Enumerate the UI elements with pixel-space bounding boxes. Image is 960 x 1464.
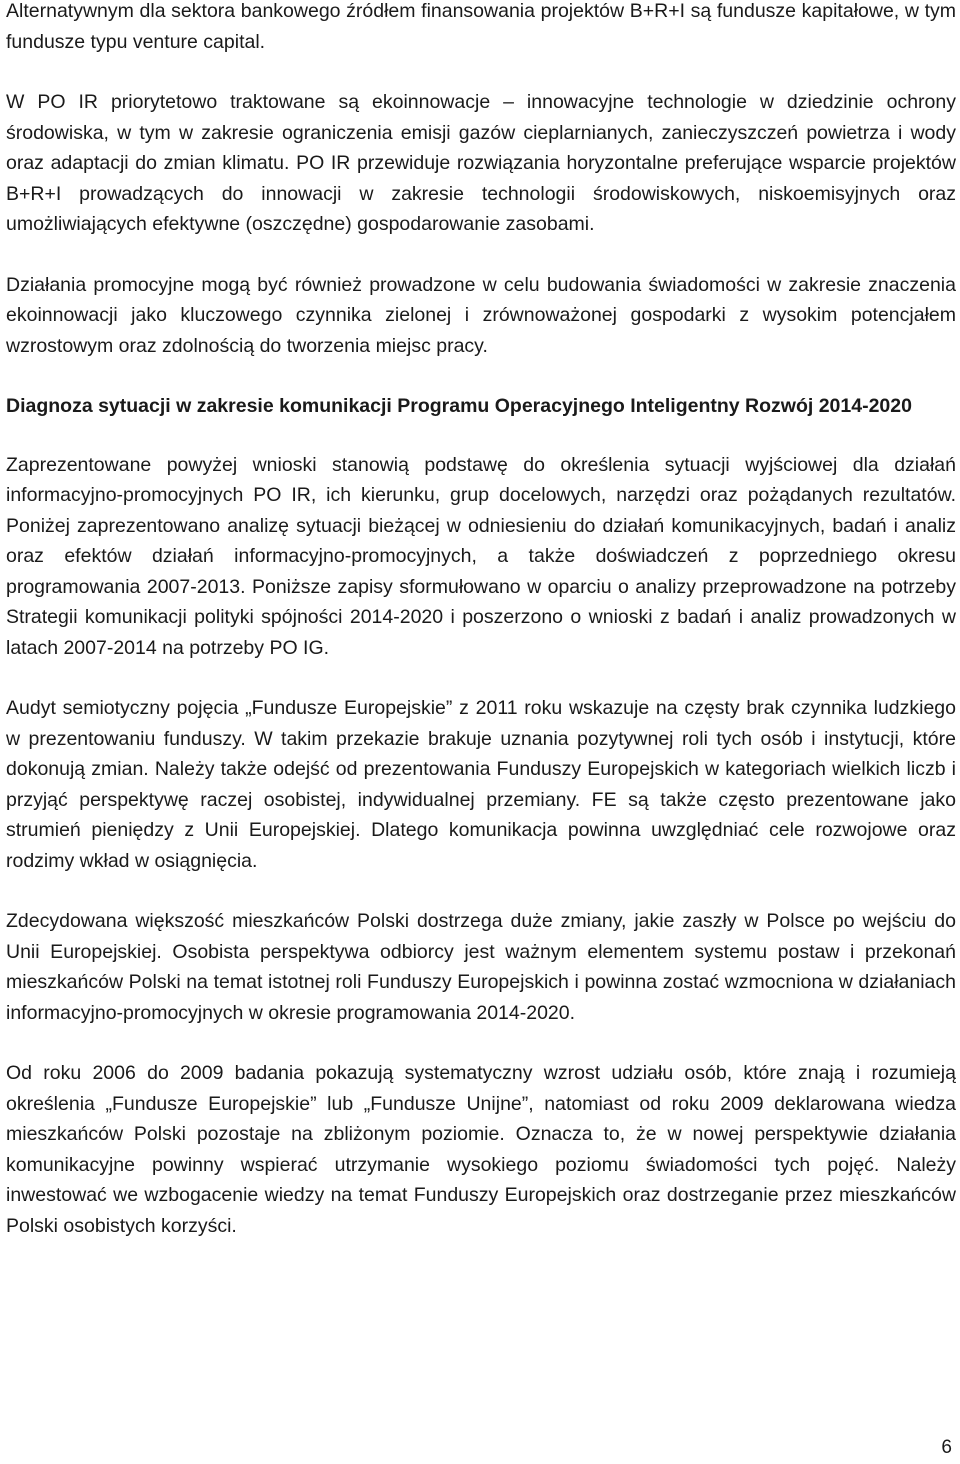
paragraph-badania-2006-2009: Od roku 2006 do 2009 badania pokazują systematyczny wzrost udziału osób, które znają i rozumieją określenia „Fundusze Europejskie” lub „Fundusze Unijne”, natomiast od roku 2009 deklarowana wiedza mieszkańców Polski pozostaje na zbliżonym poziomie. Oznacza to, że w nowej perspektywie działania komunikacyjne powinny wspierać utrzymanie wysokiego poziomu świadomości tych pojęć. Należy inwestować we wzbogacenie wiedzy na temat Funduszy Europejskich oraz dostrzeganie przez mieszkańców Polski osobistych korzyści. [6, 1062, 956, 1237]
paragraph-venture-capital: Alternatywnym dla sektora bankowego źródłem finansowania projektów B+R+I są fundusze kapitałowe, w tym fundusze typu venture capital. [6, 0, 956, 53]
paragraph-dzialania-promocyjne: Działania promocyjne mogą być również prowadzone w celu budowania świadomości w zakresie znaczenia ekoinnowacji jako kluczowego czynnika zielonej i zrównoważonej gospodarki z wysokim potencjałem wzrostowym oraz zdolnością do tworzenia miejsc pracy. [6, 273, 956, 357]
paragraph-zmiany-w-polsce: Zdecydowana większość mieszkańców Polski dostrzega duże zmiany, jakie zaszły w Polsce po wejściu do Unii Europejskiej. Osobista perspektywa odbiorcy jest ważnym elementem systemu postaw i przekonań mieszkańców Polski na temat istotnej roli Funduszy Europejskich i powinna zostać wzmocniona w działaniach informacyjno-promocyjnych w okresie programowania 2014-2020. [6, 910, 956, 1024]
document-page [6, 0, 956, 1241]
section-heading: Diagnoza sytuacji w zakresie komunikacji Programu Operacyjnego Inteligentny Rozwój 2014-2020 [6, 395, 912, 417]
paragraph-diagnoza: Zaprezentowane powyżej wnioski stanowią podstawę do określenia sytuacji wyjściowej dla działań informacyjno-promocyjnych PO IR, ich kierunku, grup docelowych, narzędzi oraz pożądanych rezultatów. Poniżej zaprezentowano analizę sytuacji bieżącej w odniesieniu do działań komunikacyjnych, badań i analiz oraz efektów działań informacyjno-promocyjnych, a także doświadczeń z poprzedniego okresu programowania 2007-2013. Poniższe zapisy sformułowano w oparciu o analizy przeprowadzone na potrzeby Strategii komunikacji polityki spójności 2014-2020 i poszerzono o wnioski z badań i analiz prowadzonych w latach 2007-2014 na potrzeby PO IG. [6, 453, 956, 659]
paragraph-ekoinnowacje: W PO IR priorytetowo traktowane są ekoinnowacje – innowacyjne technologie w dziedzinie ochrony środowiska, w tym w zakresie ograniczenia emisji gazów cieplarnianych, zanieczyszczeń powietrza i wody oraz adaptacji do zmian klimatu. PO IR przewiduje rozwiązania horyzontalne preferujące wsparcie projektów B+R+I prowadzących do innowacji w zakresie technologii środowiskowych, niskoemisyjnych oraz umożliwiających efektywne (oszczędne) gospodarowanie zasobami. [6, 91, 956, 235]
page-number: 6 [941, 1437, 952, 1458]
paragraph-audyt-semiotyczny: Audyt semiotyczny pojęcia „Fundusze Europejskie” z 2011 roku wskazuje na częsty brak czynnika ludzkiego w prezentowaniu funduszy. W takim przekazie brakuje uznania pozytywnej roli tych osób i instytucji, które dokonują zmian. Należy także odejść od prezentowania Funduszy Europejskich w kategoriach wielkich liczb i przyjąć perspektywę raczej osobistej, indywidualnej przemiany. FE są także często prezentowane jako strumień pieniędzy z Unii Europejskiej. Dlatego komunikacja powinna uwzględniać cele rozwojowe oraz rodzimy wkład w osiągnięcia. [6, 697, 956, 872]
